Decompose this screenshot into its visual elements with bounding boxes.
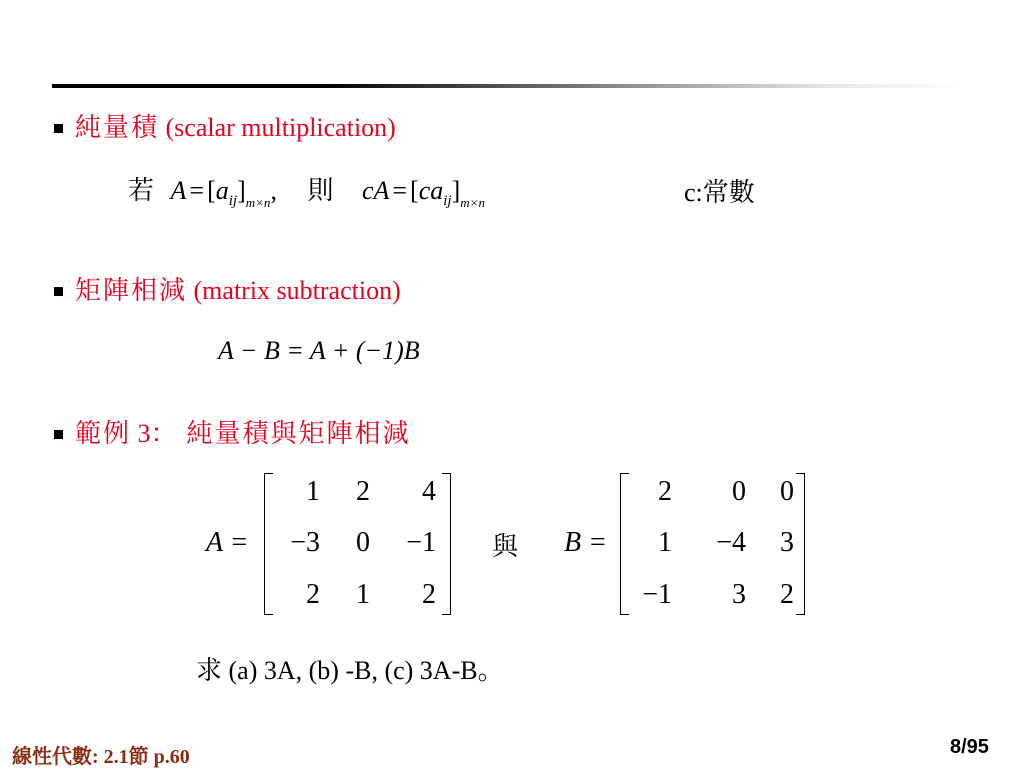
if-word: 若: [128, 176, 155, 205]
and-word: 與: [492, 532, 519, 561]
header-divider-line: [52, 84, 962, 88]
matrix-A-cell: −3: [290, 527, 320, 558]
equals-sign-2: =: [392, 176, 408, 205]
subscript-ij-2: ij: [443, 193, 452, 209]
bullet-scalar-multiplication: [54, 113, 396, 143]
matrix-B-label-text: B =: [564, 527, 607, 558]
comma: ,: [270, 176, 277, 205]
bullet-square-icon: [54, 287, 63, 296]
example-label: 範例: [75, 419, 132, 448]
matrix-B-cell: −1: [642, 579, 672, 610]
bullet-matrix-subtraction: [54, 276, 401, 306]
right-bracket: ]: [237, 176, 246, 205]
var-cA: cA: [361, 176, 390, 205]
matrix-B-cell: 1: [658, 527, 672, 558]
matrix-B-right-bracket: [796, 473, 805, 615]
footer-course-reference: 線性代數: 2.1節 p.60: [12, 746, 190, 768]
footer-page-number: 8/95: [950, 736, 989, 758]
matrix-B-cell: 0: [732, 476, 746, 507]
left-bracket: [: [207, 176, 216, 205]
matrix-A-cell: 2: [306, 579, 320, 610]
matrix-A-cell: 2: [356, 476, 370, 507]
subscript-mxn: m×n: [245, 195, 271, 210]
matrix-A-cell: 1: [356, 579, 370, 610]
matrix-A-cell: 1: [306, 476, 320, 507]
bullet-square-icon: [54, 124, 63, 133]
bullet-label-zh: 純量積: [75, 113, 160, 142]
question-text: 求 (a) 3A, (b) -B, (c) 3A-B。: [196, 656, 504, 685]
then-word: 則: [307, 176, 334, 205]
example-title: 純量積與矩陣相減: [186, 419, 411, 448]
matrix-A-cell: 4: [422, 476, 436, 507]
bullet-label-en: (matrix subtraction): [187, 276, 401, 305]
var-A: A: [170, 176, 187, 205]
matrix-B-label: [564, 528, 607, 558]
matrix-A-label-text: A =: [206, 527, 249, 558]
matrix-A-cell: 2: [422, 579, 436, 610]
matrix-A-cell: −1: [406, 527, 436, 558]
scalar-formula: [128, 176, 485, 210]
matrix-B-cell: 2: [780, 579, 794, 610]
matrix-A-right-bracket: [442, 473, 451, 615]
subscript-mxn-2: m×n: [460, 195, 485, 210]
matrix-B-cell: 2: [658, 476, 672, 507]
matrix-B-cell: 3: [732, 579, 746, 610]
constant-note: c:常數: [684, 178, 755, 207]
var-ca: ca: [418, 176, 444, 205]
matrix-A-label: [206, 528, 249, 558]
matrix-B-cell: 3: [780, 527, 794, 558]
left-bracket-2: [: [410, 176, 419, 205]
matrix-A-cell: 0: [356, 527, 370, 558]
subscript-ij: ij: [228, 193, 238, 209]
matrix-B-cell: 0: [780, 476, 794, 507]
example-number: 3：: [131, 419, 177, 448]
var-a: a: [215, 176, 229, 205]
bullet-label-en: (scalar multiplication): [159, 113, 396, 142]
equals-sign: =: [189, 176, 205, 205]
subtraction-formula: A − B = A + (−1)B: [218, 336, 420, 365]
matrix-A-left-bracket: [264, 473, 273, 615]
bullet-label-zh: 矩陣相減: [75, 276, 188, 305]
bullet-square-icon: [54, 430, 63, 439]
right-bracket-2: ]: [451, 176, 461, 205]
bullet-example-3: [54, 419, 411, 449]
matrix-B-cell: −4: [716, 527, 746, 558]
